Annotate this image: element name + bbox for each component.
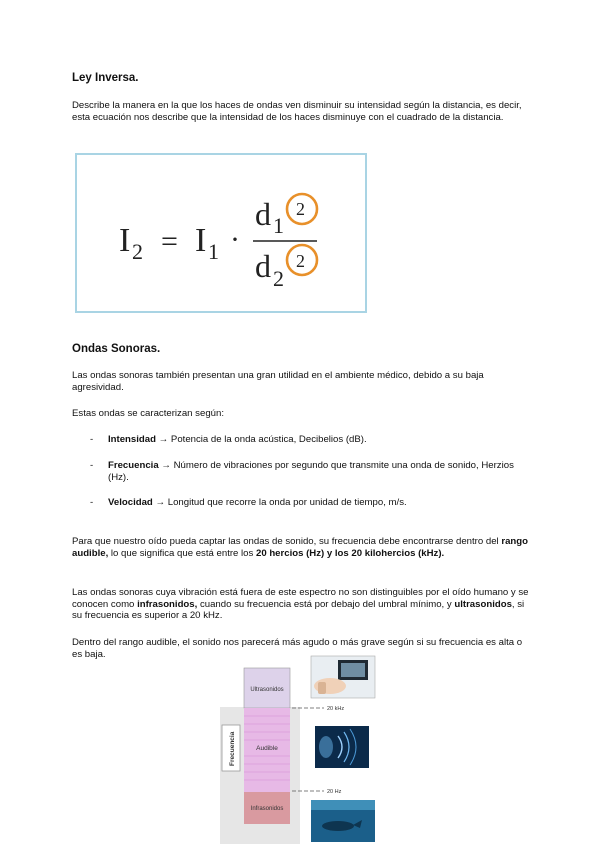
ley-inversa-paragraph: Describe la manera en la que los haces de ondas ven disminuir su intensidad según la distancia, es decir, esta ecuación nos describe que la intensidad de los haces disminuye con el cuadrado de la distancia.	[72, 100, 522, 123]
list-term: Intensidad	[108, 434, 156, 445]
eq-lhs-sub: 2	[132, 239, 143, 264]
whale-photo	[311, 800, 375, 842]
eq-lhs-base: I	[119, 222, 131, 259]
list-term: Velocidad	[108, 497, 153, 508]
section-title-ondas-sonoras: Ondas Sonoras.	[72, 343, 161, 355]
equation-box	[75, 153, 367, 313]
frequency-diagram	[220, 654, 390, 844]
ondas-para-1: Las ondas sonoras también presentan una gran utilidad en el ambiente médico, debido a su baja agresividad.	[72, 370, 484, 393]
list-arrow: →	[158, 460, 174, 471]
eq-den-base: d	[255, 248, 271, 284]
audible-label: Audible	[256, 745, 278, 752]
list-desc: Potencia de la onda acústica, Decibelios (dB).	[170, 434, 367, 445]
ondas-para-4: Las ondas sonoras cuya vibración está fuera de este espectro no son distinguibles por el oído humano y se conocen como infrasonidos, cuando su frecuencia está por debajo del umbral mínimo, y ultrasonidos, si su frecuencia es superior a 20 kHz.	[72, 587, 529, 622]
list-arrow: →	[152, 497, 168, 508]
ondas-para-3: Para que nuestro oído pueda captar las ondas de sonido, su frecuencia debe encontrarse dentro del rango audible, lo que significa que está entre los 20 hercios (Hz) y los 20 kilohercios (kHz).	[72, 536, 529, 559]
list-dash: -	[90, 460, 94, 471]
eq-dot: ·	[230, 223, 240, 256]
ultrasound-photo	[311, 656, 375, 698]
section-title-ley-inversa: Ley Inversa.	[72, 72, 139, 84]
ondas-para-5: Dentro del rango audible, el sonido nos parecerá más agudo o más grave según si su frecuencia es alta o es baja.	[72, 637, 523, 660]
label-20hz: 20 Hz	[327, 789, 342, 795]
frequency-spectrum-figure	[220, 654, 390, 844]
eq-num-sub: 1	[273, 213, 284, 238]
eq-den-exp: 2	[296, 251, 305, 271]
list-arrow: →	[155, 434, 171, 445]
eq-equals: =	[161, 225, 178, 258]
ondas-para-2: Estas ondas se caracterizan según:	[72, 408, 224, 419]
label-20khz: 20 kHz	[327, 706, 345, 712]
infrasonidos-label: Infrasonidos	[250, 806, 284, 812]
list-term: Frecuencia	[108, 460, 159, 471]
list-desc: Longitud que recorre la onda por unidad de tiempo, m/s.	[167, 497, 407, 508]
eq-num-base: d	[255, 196, 271, 232]
ultrasonidos-label: Ultrasonidos	[250, 687, 284, 693]
eq-rhs-sub: 1	[208, 239, 219, 264]
eq-num-exp: 2	[296, 199, 305, 219]
list-dash: -	[90, 434, 94, 445]
list-desc: Número de vibraciones por segundo que transmite una onda de sonido, Herzios (Hz).	[108, 460, 514, 483]
list-dash: -	[90, 497, 94, 508]
sound-waves-photo	[315, 726, 369, 768]
axis-label: Frecuencia	[229, 731, 236, 766]
eq-den-sub: 2	[273, 266, 284, 291]
eq-rhs-base: I	[195, 222, 207, 259]
inverse-square-equation	[77, 155, 365, 311]
